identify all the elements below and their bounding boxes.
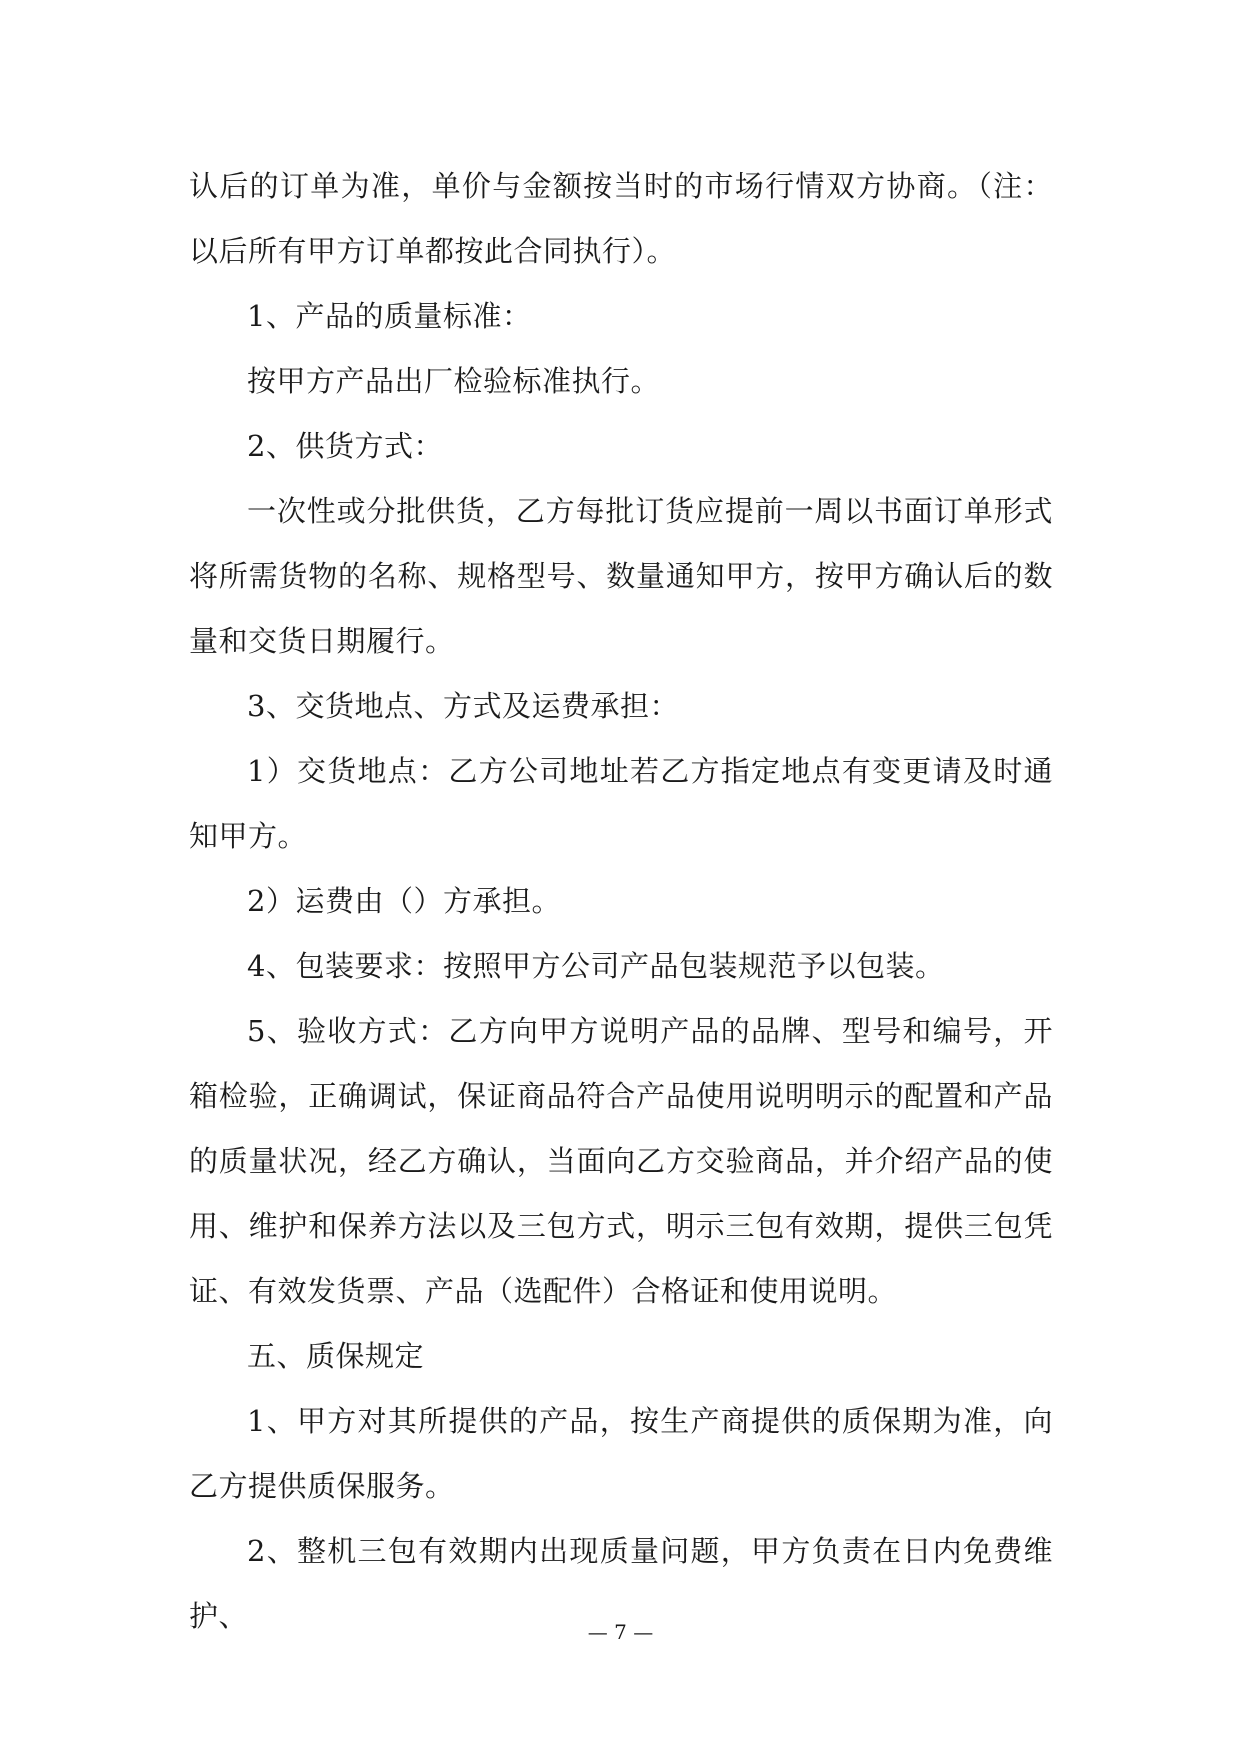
document-body bbox=[189, 154, 1053, 1649]
paragraph-supply-method: 一次性或分批供货，乙方每批订货应提前一周以书面订单形式将所需货物的名称、规格型号、数量通知甲方，按甲方确认后的数量和交货日期履行。 bbox=[189, 494, 1053, 658]
paragraph-warranty-1: 1、甲方对其所提供的产品，按生产商提供的质保期为准，向乙方提供质保服务。 bbox=[189, 1404, 1053, 1503]
paragraph-supply-method-heading: 2、供货方式： bbox=[247, 429, 443, 463]
paragraph-quality-standard: 按甲方产品出厂检验标准执行。 bbox=[247, 364, 661, 398]
paragraph-freight: 2）运费由（）方承担。 bbox=[247, 884, 561, 918]
paragraph-order-terms: 认后的订单为准，单价与金额按当时的市场行情双方协商。（注：以后所有甲方订单都按此合同执行）。 bbox=[189, 169, 1053, 268]
paragraph-packaging: 4、包装要求：按照甲方公司产品包装规范予以包装。 bbox=[247, 949, 945, 983]
page-number: — 7 — bbox=[587, 1620, 654, 1644]
paragraph-delivery-heading: 3、交货地点、方式及运费承担： bbox=[247, 689, 679, 723]
section-heading-warranty: 五、质保规定 bbox=[247, 1339, 425, 1373]
paragraph-quality-standard-heading: 1、产品的质量标准： bbox=[247, 299, 532, 333]
paragraph-delivery-location: 1）交货地点：乙方公司地址若乙方指定地点有变更请及时通知甲方。 bbox=[189, 754, 1053, 853]
paragraph-acceptance: 5、验收方式：乙方向甲方说明产品的品牌、型号和编号，开箱检验，正确调试，保证商品符合产品使用说明明示的配置和产品的质量状况，经乙方确认，当面向乙方交验商品，并介绍产品的使用、维护和保养方法以及三包方式，明示三包有效期，提供三包凭证、有效发货票、产品（选配件）合格证和使用说明。 bbox=[189, 1014, 1053, 1308]
paragraph-warranty-2: 2、整机三包有效期内出现质量问题，甲方负责在日内免费维护、 bbox=[189, 1534, 1053, 1633]
